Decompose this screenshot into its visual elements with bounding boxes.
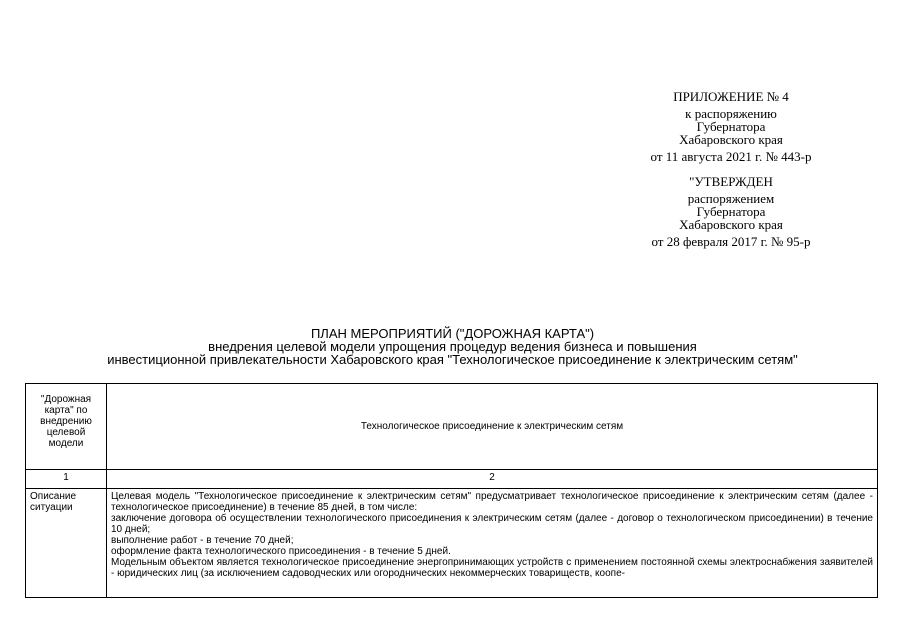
situation-paragraph-1: Целевая модель "Технологическое присоединение к электрическим сетям" предусматривает технологическое присоединение к электрическим сетям (далее - технологическое присоединение) в течение 85 дней, в том числе: [111,491,873,513]
appendix-line-2: Губернатора [696,119,766,134]
situation-paragraph-3: выполнение работ - в течение 70 дней; [111,535,294,546]
appendix-date: от 11 августа 2021 г. № 443-р [650,149,812,164]
approved-line-1: распоряжением [687,191,775,206]
appendix-line-3: Хабаровского края [679,132,783,147]
situation-paragraph-2: заключение договора об осуществлении технологического присоединения к электрическим сетям (далее - договор о технологическом присоединении) в течение 10 дней; [111,513,873,535]
column-number-1: 1 [26,470,107,489]
appendix-block [621,90,841,260]
plan-subtitle-1: внедрения целевой модели упрощения процедур ведения бизнеса и повышения [208,339,697,354]
row-label-situation: Описание ситуации [26,489,107,598]
row-text-situation [107,489,878,598]
header-cell-roadmap: "Дорожная карта" по внедрению целевой модели [26,384,107,470]
roadmap-table [25,383,878,598]
approved-line-3: Хабаровского края [679,217,783,232]
column-number-2: 2 [107,470,878,489]
header-cell-subject: Технологическое присоединение к электрическим сетям [107,384,878,470]
table-header-row [26,384,878,470]
approved-date: от 28 февраля 2017 г. № 95-р [651,234,811,249]
plan-subtitle-2: инвестиционной привлекательности Хабаровского края "Технологическое присоединение к электрическим сетям" [107,352,798,367]
appendix-title: ПРИЛОЖЕНИЕ № 4 [673,89,789,104]
approved-title: "УТВЕРЖДЕН [689,174,773,189]
table-row [26,489,878,598]
approved-line-2: Губернатора [696,204,766,219]
plan-title: ПЛАН МЕРОПРИЯТИЙ ("ДОРОЖНАЯ КАРТА") [310,326,595,341]
plan-heading [0,327,905,366]
appendix-line-1: к распоряжению [685,106,777,121]
situation-paragraph-5: Модельным объектом является технологическое присоединение энергопринимающих устройств с применением постоянной схемы электроснабжения заявителей - юридических лиц (за исключением садоводческих или огороднических некоммерческих товариществ, коопе- [111,557,873,579]
table-number-row [26,470,878,489]
situation-paragraph-4: оформление факта технологического присоединения - в течение 5 дней. [111,546,451,557]
